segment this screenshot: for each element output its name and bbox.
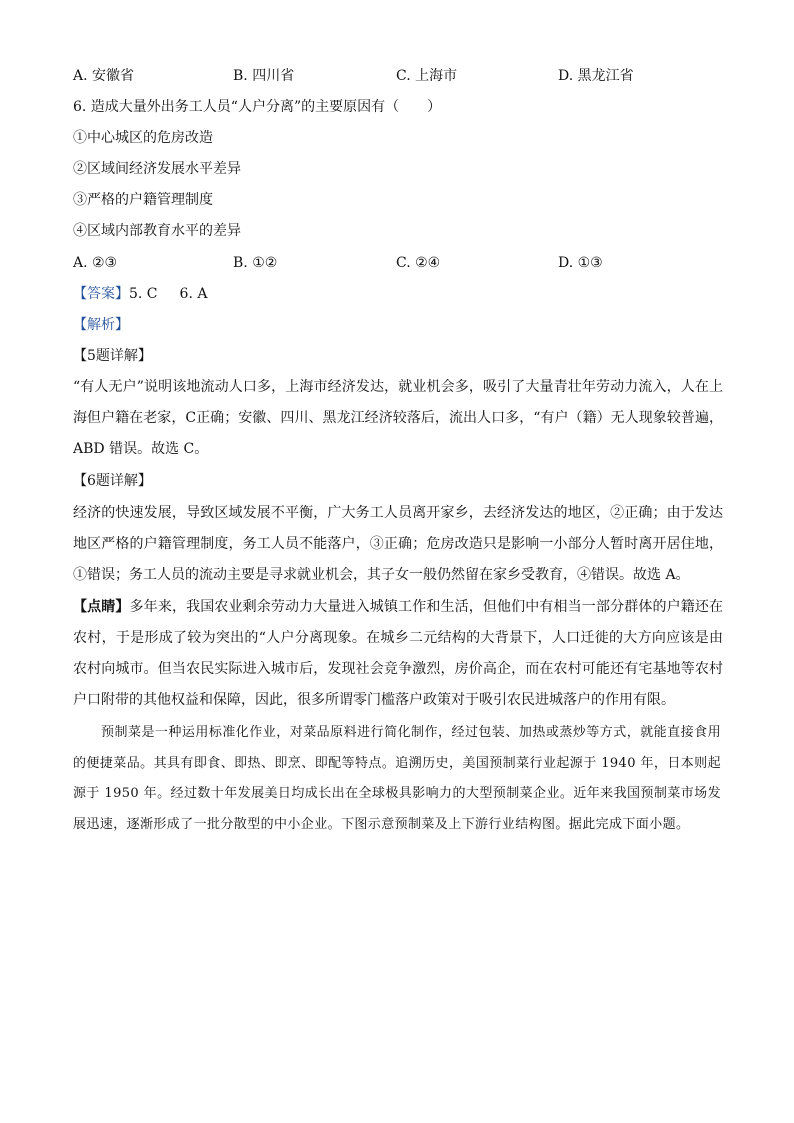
q6-item-2: ②区域间经济发展水平差异 [73, 161, 241, 177]
q5-detail-label: 【5题详解】 [73, 348, 152, 364]
comment-paragraph [73, 592, 723, 716]
q6-item-4: ④区域内部教育水平的差异 [73, 223, 241, 239]
material-paragraph: 预制菜是一种运用标准化作业，对菜品原料进行简化制作，经过包装、加热或蒸炒等方式，就能直接食用的便捷菜品。其具有即食、即热、即烹、即配等特点。追溯历史，美国预制菜行业起源于 1940 年，日本则起源于 1950 年。经过数十年发展美日均成长出在全球极具影响力的大型预制菜企业。近年来我国预制菜市场发展迅速，逐渐形成了一批分散型的中小企业。下图示意预制菜及上下游行业结构图。据此完成下面小题。 [73, 725, 721, 832]
q5-option-d[interactable]: D. 黑龙江省 [558, 68, 634, 84]
q5-options [73, 65, 723, 87]
answer-label: 【答案】 [73, 286, 129, 302]
q6-item-3: ③严格的户籍管理制度 [73, 192, 213, 208]
answer-line [73, 283, 723, 305]
q5-option-c[interactable]: C. 上海市 [396, 68, 458, 84]
q6-item-1: ①中心城区的危房改造 [73, 130, 213, 146]
q6-option-b[interactable]: B. ①② [233, 255, 278, 271]
q6-option-a[interactable]: A. ②③ [73, 255, 118, 271]
q5-option-b[interactable]: B. 四川省 [233, 68, 295, 84]
q5-option-a[interactable]: A. 安徽省 [73, 68, 135, 84]
q6-option-d[interactable]: D. ①③ [558, 255, 603, 271]
answer-q5: 5. C [129, 286, 158, 302]
q6-options [73, 252, 723, 274]
q6-stem: 6. 造成大量外出务工人员“人户分离”的主要原因有（ ） [73, 99, 442, 115]
answer-q6: 6. A [179, 286, 208, 302]
comment-label: 【点睛】 [73, 599, 130, 615]
comment-text: 多年来，我国农业剩余劳动力大量进入城镇工作和生活，但他们中有相当一部分群体的户籍还在农村，于是形成了较为突出的“人户分离现象。在城乡二元结构的大背景下，人口迁徙的大方向应该是由农村向城市。但当农民实际进入城市后，发现社会竞争激烈，房价高企，而在农村可能还有宅基地等农村户口附带的其他权益和保障，因此，很多所谓零门槛落户政策对于吸引农民进城落户的作用有限。 [73, 599, 724, 708]
analysis-label: 【解析】 [73, 317, 129, 333]
q6-detail-text: 经济的快速发展，导致区域发展不平衡，广大务工人员离开家乡，去经济发达的地区，②正确；由于发达地区严格的户籍管理制度，务工人员不能落户，③正确；危房改造只是影响一小部分人暂时离开居住地，①错误；务工人员的流动主要是寻求就业机会，其子女一般仍然留在家乡受教育，④错误。故选 A。 [73, 505, 723, 583]
q6-detail-label: 【6题详解】 [73, 473, 152, 489]
q5-detail-text: “有人无户”说明该地流动人口多，上海市经济发达，就业机会多，吸引了大量青壮年劳动力流入，人在上海但户籍在老家，C正确；安徽、四川、黑龙江经济较落后，流出人口多，“有户（籍）无人现象较普遍，ABD 错误。故选 C。 [73, 379, 723, 457]
q6-option-c[interactable]: C. ②④ [396, 255, 441, 271]
